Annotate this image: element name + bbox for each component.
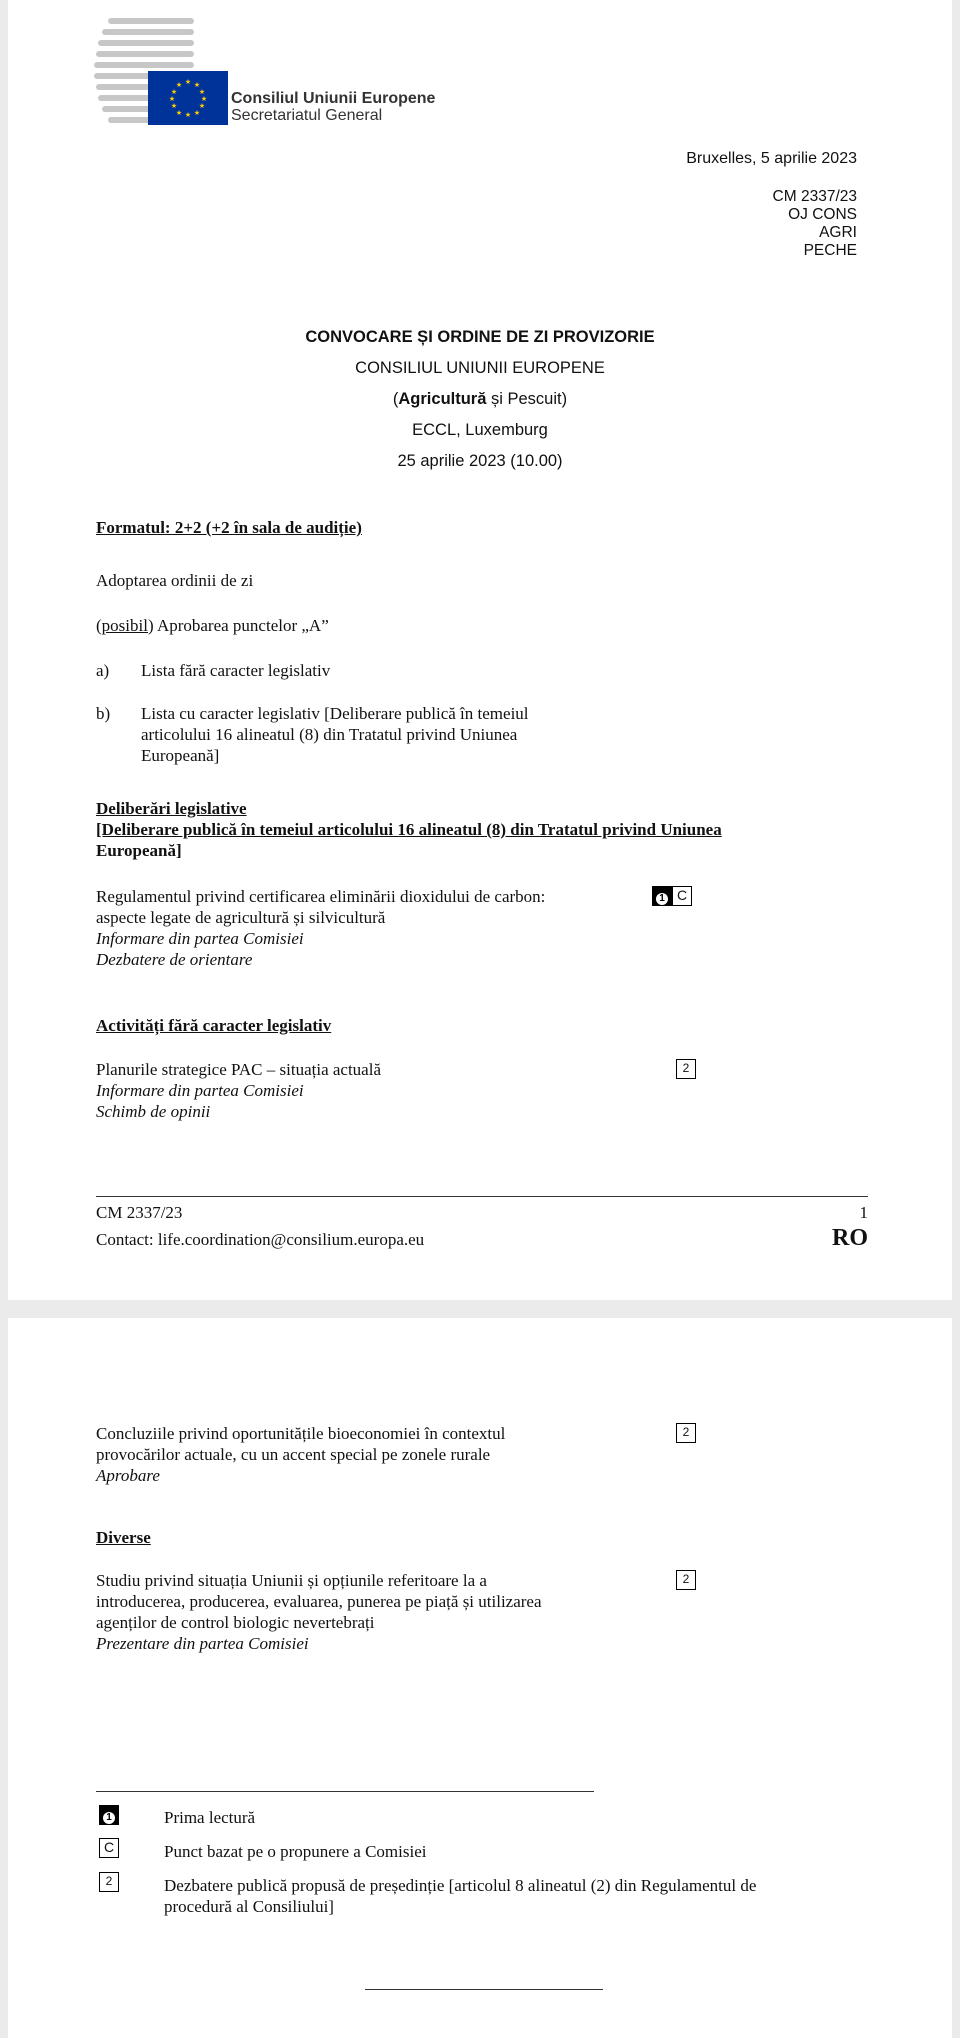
agenda-item-carbon-removal: Regulamentul privind certificarea eliminării dioxidului de carbon: aspecte legate de agricultură și silvicultură Informare din partea Comisiei Dezbatere de orientare [96,887,546,969]
title-block [8,322,952,477]
page-number: 1 [859,1203,868,1222]
public-debate-icon: 2 [676,1570,696,1590]
commission-proposal-icon: C [672,886,692,906]
document-page-2 [8,1318,952,2038]
agenda-adoption: Adoptarea ordinii de zi [96,571,254,590]
legend-first-reading: Prima lectură [164,1808,256,1827]
date-line: Bruxelles, 5 aprilie 2023 [686,150,857,167]
svg-text:★: ★ [168,95,176,103]
footer-divider [96,1196,868,1197]
org-subtitle: Secretariatul General [231,107,383,124]
a-items-approval: (posibil) Aprobarea punctelor „A” [96,616,329,635]
org-name: Consiliul Uniunii Europene [231,90,436,107]
format-line: Formatul: 2+2 (+2 în sala de audiție) [96,518,362,537]
council-configuration: (Agricultură și Pescuit) [392,390,568,408]
legend-commission-proposal: Punct bazat pe o propunere a Comisiei [164,1842,427,1861]
reference-line: CM 2337/23 [772,188,857,205]
svg-text:★: ★ [170,88,178,96]
list-b-text: Lista cu caracter legislativ [Deliberare publică în temeiul articolului 16 alineatul (8) din Tratatul privind Uniunea Europeană] [141,704,529,765]
document-page-1 [8,0,952,1300]
language-code: RO [832,1225,868,1251]
legend-public-debate: Dezbatere publică propusă de președinție [articolul 8 alineatul (2) din Regulamentul de procedură al Consiliului] [164,1876,757,1916]
public-debate-icon: 2 [99,1872,119,1892]
legislative-section [96,798,722,861]
reference-line: OJ CONS [788,206,857,223]
agenda-item-bioeconomy: Concluziile privind oportunitățile bioeconomiei în contextul provocărilor actuale, cu un accent special pe zonele rurale Aprobare [96,1424,506,1485]
council-name: CONSILIUL UNIUNII EUROPENE [355,359,605,377]
legislative-heading: Deliberări legislative [96,799,247,818]
public-debate-icon: 2 [676,1059,696,1079]
contact-email: Contact: life.coordination@consilium.europa.eu [96,1230,425,1249]
first-reading-icon: 1 [652,886,672,906]
legislative-subheading: [Deliberare publică în temeiul articolului 16 alineatul (8) din Tratatul privind Uniunea Europeană] [96,820,722,860]
reference-line: AGRI [819,224,857,241]
meeting-date: 25 aprilie 2023 (10.00) [397,452,563,470]
svg-text:★: ★ [193,81,201,89]
public-debate-icon: 2 [676,1423,696,1443]
agenda-item-cap-plans: Planurile strategice PAC – situația actuală Informare din partea Comisiei Schimb de opinii [96,1060,381,1121]
reference-block [773,188,857,260]
first-reading-icon: 1 [99,1805,119,1825]
svg-text:★: ★ [193,109,201,117]
doc-title: CONVOCARE ȘI ORDINE DE ZI PROVIZORIE [305,328,655,346]
list-a-label: a) [96,661,110,680]
svg-text:★: ★ [184,78,192,86]
svg-text:★: ★ [198,102,206,110]
legend-divider [96,1791,594,1792]
svg-text:★: ★ [198,88,206,96]
svg-text:★: ★ [175,109,183,117]
list-a-text: Lista fără caracter legislativ [141,661,331,680]
footer-reference: CM 2337/23 [96,1203,183,1222]
commission-proposal-icon: C [99,1838,119,1858]
svg-text:★: ★ [184,111,192,119]
meeting-location: ECCL, Luxemburg [412,421,548,439]
council-logo [94,16,230,126]
agenda-item-biocontrol-study: Studiu privind situația Uniunii și opțiunile referitoare la a introducerea, producerea, evaluarea, punerea pe piață și utilizarea agenților de control biologic nevertebrați Prezentare din partea Comisiei [96,1571,542,1653]
notes-divider [365,1989,603,1990]
svg-text:★: ★ [175,81,183,89]
misc-heading: Diverse [96,1528,151,1547]
svg-text:★: ★ [170,102,178,110]
reference-line: PECHE [803,242,857,259]
list-b-label: b) [96,704,111,723]
svg-text:★: ★ [200,95,208,103]
non-legislative-heading: Activități fără caracter legislativ [96,1016,332,1035]
